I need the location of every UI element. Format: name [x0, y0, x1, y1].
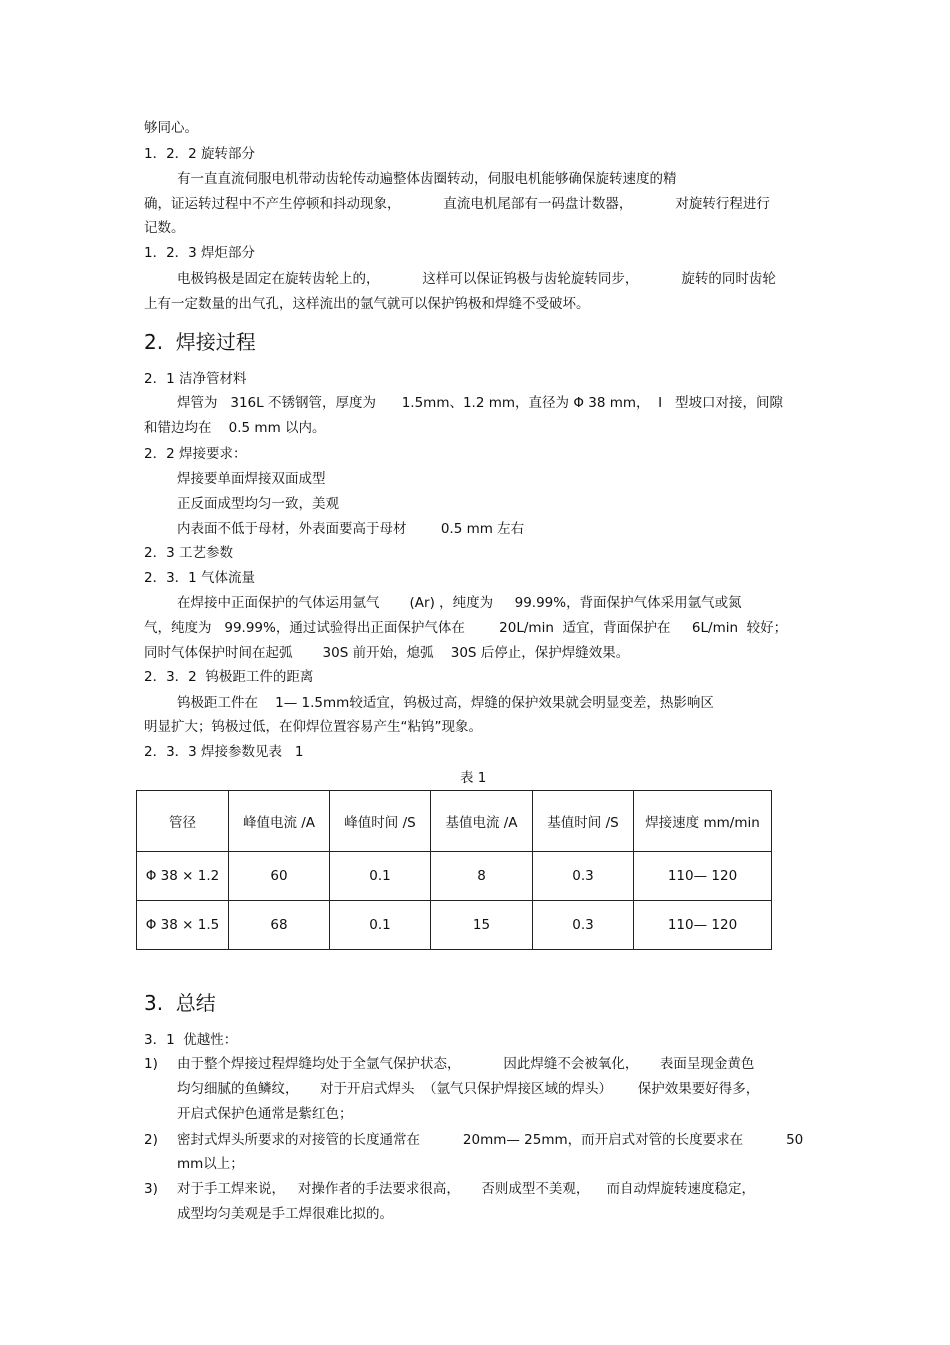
paragraph-line: 内表面不低于母材，外表面要高于母材 0.5 mm 左右	[177, 521, 525, 537]
table-cell: 68	[229, 901, 330, 950]
welding-parameter-table	[136, 790, 772, 950]
paragraph-line: 有一直直流伺服电机带动齿轮传动遍整体齿圈转动，伺服电机能够确保旋转速度的精	[177, 171, 677, 187]
section-heading: 2．3．2 钨极距工件的距离	[144, 669, 314, 685]
paragraph-line: 正反面成型均匀一致，美观	[177, 496, 339, 512]
paragraph-line: 和错边均在 0.5 mm 以内。	[144, 420, 326, 436]
paragraph-line: 焊管为 316L 不锈钢管，厚度为 1.5mm、1.2 mm，直径为 Φ 38 mm， I 型坡口对接，间隙	[177, 395, 783, 411]
list-item-text: 开启式保护色通常是紫红色；	[177, 1106, 353, 1122]
list-item-text: 由于整个焊接过程焊缝均处于全氩气保护状态， 因此焊缝不会被氧化， 表面呈现金黄色	[177, 1056, 755, 1072]
table-cell: 0.3	[533, 852, 634, 901]
table-cell: 15	[431, 901, 533, 950]
section-heading: 2．1 洁净管材料	[144, 371, 247, 387]
paragraph-line: 够同心。	[144, 120, 198, 136]
section-heading: 1．2．2 旋转部分	[144, 146, 256, 162]
table-cell: 0.1	[330, 852, 431, 901]
chapter-heading: 3. 总结	[144, 991, 216, 1015]
table-header-cell: 基值电流 /A	[431, 791, 533, 852]
list-marker: 3)	[144, 1181, 158, 1197]
paragraph-line: 电极钨极是固定在旋转齿轮上的， 这样可以保证钨极与齿轮旋转同步， 旋转的同时齿轮	[177, 271, 776, 287]
table-cell: 0.3	[533, 901, 634, 950]
section-heading: 1．2．3 焊炬部分	[144, 245, 256, 261]
table-cell: 60	[229, 852, 330, 901]
section-heading: 2．3 工艺参数	[144, 545, 233, 561]
list-item-text: 对于手工焊来说， 对操作者的手法要求很高， 否则成型不美观， 而自动焊旋转速度稳定，	[177, 1181, 755, 1197]
section-heading: 2．3．1 气体流量	[144, 570, 256, 586]
table-header-cell: 峰值时间 /S	[330, 791, 431, 852]
list-item-text: mm以上；	[177, 1156, 244, 1172]
table-cell: Φ 38 × 1.2	[137, 852, 229, 901]
paragraph-line: 同时气体保护时间在起弧 30S 前开始，熄弧 30S 后停止，保护焊缝效果。	[144, 645, 630, 661]
paragraph-line: 焊接要单面焊接双面成型	[177, 471, 326, 487]
section-heading: 2．3．3 焊接参数见表 1	[144, 744, 304, 760]
table-row	[137, 901, 772, 950]
paragraph-line: 钨极距工件在 1— 1.5mm较适宜，钨极过高，焊缝的保护效果就会明显变差，热影响区	[177, 695, 714, 711]
table-cell: 0.1	[330, 901, 431, 950]
paragraph-line: 记数。	[144, 220, 185, 236]
list-marker: 1)	[144, 1056, 158, 1072]
chapter-heading: 2. 焊接过程	[144, 330, 256, 354]
table-header-cell: 峰值电流 /A	[229, 791, 330, 852]
table-header-row	[137, 791, 772, 852]
paragraph-line: 在焊接中正面保护的气体运用氩气 (Ar) ，纯度为 99.99%，背面保护气体采用氩气或氮	[177, 595, 742, 611]
table-cell: 110— 120	[634, 901, 772, 950]
table-cell: Φ 38 × 1.5	[137, 901, 229, 950]
table-header-cell: 焊接速度 mm/min	[634, 791, 772, 852]
table-cell: 110— 120	[634, 852, 772, 901]
paragraph-line: 明显扩大；钨极过低，在仰焊位置容易产生“粘钨”现象。	[144, 719, 482, 735]
list-marker: 2)	[144, 1132, 158, 1148]
table-cell: 8	[431, 852, 533, 901]
table-header-cell: 基值时间 /S	[533, 791, 634, 852]
list-item-text: 密封式焊头所要求的对接管的长度通常在 20mm— 25mm，而开启式对管的长度要求在 50	[177, 1132, 804, 1148]
section-heading: 3．1 优越性：	[144, 1032, 238, 1048]
table-header-cell: 管径	[137, 791, 229, 852]
list-item-text: 成型均匀美观是手工焊很难比拟的。	[177, 1206, 393, 1222]
section-heading: 2．2 焊接要求：	[144, 446, 247, 462]
paragraph-line: 确，证运转过程中不产生停顿和抖动现象， 直流电机尾部有一码盘计数器， 对旋转行程进行	[144, 196, 770, 212]
paragraph-line: 气，纯度为 99.99%，通过试验得出正面保护气体在 20L/min 适宜，背面保护在 6L/min 较好；	[144, 620, 788, 636]
table-caption: 表 1	[460, 770, 487, 786]
table-row	[137, 852, 772, 901]
paragraph-line: 上有一定数量的出气孔，这样流出的氩气就可以保护钨极和焊缝不受破坏。	[144, 296, 590, 312]
list-item-text: 均匀细腻的鱼鳞纹， 对于开启式焊头 （氩气只保护焊接区域的焊头） 保护效果要好得多，	[177, 1081, 760, 1097]
